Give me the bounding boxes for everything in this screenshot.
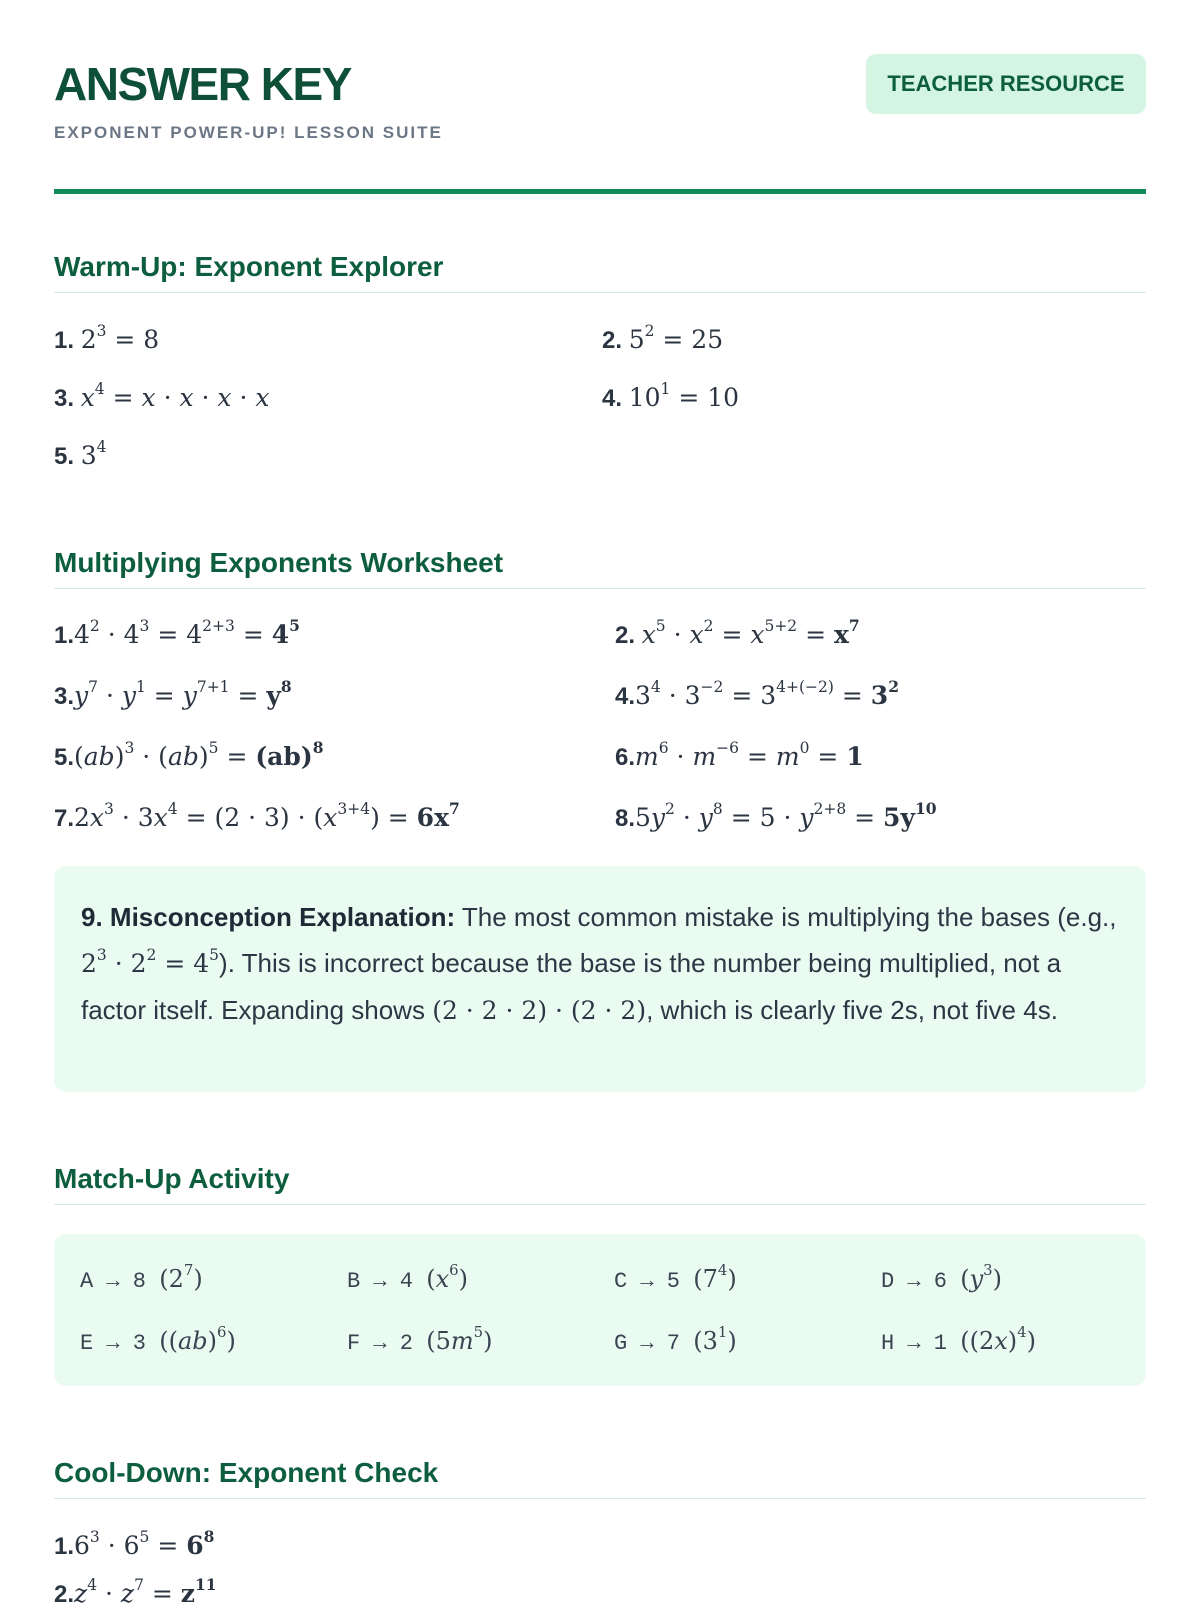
item-number: 3. <box>54 385 75 412</box>
worksheet-item-6: $6.m^6 \cdot m^{-6} = m^0 = 1$ <box>615 738 864 771</box>
matchup-item-a: A → 8 $(2^7)$ <box>80 1261 203 1294</box>
worksheet-item-1: $1.4^2 \cdot 4^3 = 4^{2+3} = 4^5$ <box>54 615 300 649</box>
worksheet-section-title: Multiplying Exponents Worksheet <box>54 546 1146 589</box>
matchup-item-e: E → 3 ((ab)$^6$) <box>80 1323 236 1356</box>
matchup-item-b: B → 4 $(x^6)$ <box>347 1261 468 1294</box>
item-number: 7. <box>54 805 75 832</box>
worksheet-item-2: 2. $x^5 \cdot x^2 = x^{5+2} = x^7$ <box>615 615 860 649</box>
match-pair: B → 4 <box>347 1269 414 1294</box>
matchup-item-c: C → 5 $(7^4)$ <box>614 1261 737 1294</box>
item-number: 1. <box>54 327 75 354</box>
worksheet-item-3: $3.y^7 \cdot y^1 = y^{7+1} = y^8$ <box>54 676 292 710</box>
lesson-suite-subtitle: EXPONENT POWER-UP! LESSON SUITE <box>54 123 443 142</box>
warmup-item-2: 2. $5^2 = 25$ <box>602 321 724 354</box>
item-number: 6. <box>615 744 636 771</box>
matchup-item-f: F → 2 $(5m^5)$ <box>347 1323 493 1356</box>
matchup-item-d: D → 6 $(y^3)$ <box>881 1261 1002 1294</box>
item-number: 5. <box>54 744 75 771</box>
matchup-section-title: Match-Up Activity <box>54 1162 1146 1205</box>
item-number: 3. <box>54 683 75 710</box>
matchup-item-g: G → 7 $(3^1)$ <box>614 1323 737 1356</box>
match-pair: E → 3 <box>80 1331 147 1356</box>
item-number: 4. <box>615 683 636 710</box>
misconception-explanation-box: 9. Misconception Explanation: The most common mistake is multiplying the bases (e.g., $2^3 \cdot 2^2 = 4^5$). This is incorrect because the base is the number being multiplied, not a factor itself. Expanding shows (2 · 2 · 2) · (2 · 2), which is clearly five 2s, not five 4s. <box>54 866 1146 1092</box>
misconception-label: 9. Misconception Explanation: <box>81 902 456 932</box>
worksheet-item-4: $4.3^4 \cdot 3^{-2} = 3^{4+(-2)} = 3^2$ <box>615 676 899 710</box>
match-pair: F → 2 <box>347 1331 414 1356</box>
item-number: 1. <box>54 1533 75 1560</box>
matchup-answers-box <box>54 1234 1146 1386</box>
match-pair: G → 7 <box>614 1331 681 1356</box>
warmup-item-4: 4. $10^1 = 10$ <box>602 379 740 412</box>
worksheet-item-7: $7.2x^3 \cdot 3x^4 = (2 \cdot 3) \cdot (x^{3+4}) = 6x^7$ <box>54 798 460 832</box>
cooldown-item-1: $1.6^3 \cdot 6^5 = 6^8$ <box>54 1526 215 1560</box>
item-number: 8. <box>615 805 636 832</box>
teacher-resource-badge: TEACHER RESOURCE <box>866 54 1146 114</box>
match-pair: D → 6 <box>881 1269 948 1294</box>
page-title: ANSWER KEY <box>54 58 351 110</box>
warmup-section-title: Warm-Up: Exponent Explorer <box>54 250 1146 293</box>
answer-key-page <box>54 0 1146 1608</box>
warmup-item-3: 3. $x^4 = x \cdot x \cdot x \cdot x$ <box>54 379 270 412</box>
cooldown-item-2: $2.z^4 \cdot z^7 = z^{11}$ <box>54 1574 217 1608</box>
page-header <box>54 0 1146 194</box>
worksheet-item-5: 5.(ab)$^3$ · (ab)$^5$ = (ab)$^8$ <box>54 737 324 771</box>
cooldown-section-title: Cool-Down: Exponent Check <box>54 1456 1146 1499</box>
item-number: 2. <box>602 327 623 354</box>
item-number: 1. <box>54 622 75 649</box>
match-pair: A → 8 <box>80 1269 147 1294</box>
item-number: 2. <box>615 622 636 649</box>
worksheet-item-8: $8.5y^2 \cdot y^8 = 5 \cdot y^{2+8} = 5y^{10}$ <box>615 798 937 832</box>
match-pair: C → 5 <box>614 1269 681 1294</box>
warmup-item-1: 1. $2^3 = 8$ <box>54 321 160 354</box>
match-pair: H → 1 <box>881 1331 948 1356</box>
matchup-item-h: H → 1 $((2x)^4)$ <box>881 1323 1036 1356</box>
item-number: 2. <box>54 1581 75 1608</box>
item-number: 5. <box>54 443 75 470</box>
warmup-item-5: 5. $3^4$ <box>54 437 107 470</box>
item-number: 4. <box>602 385 623 412</box>
